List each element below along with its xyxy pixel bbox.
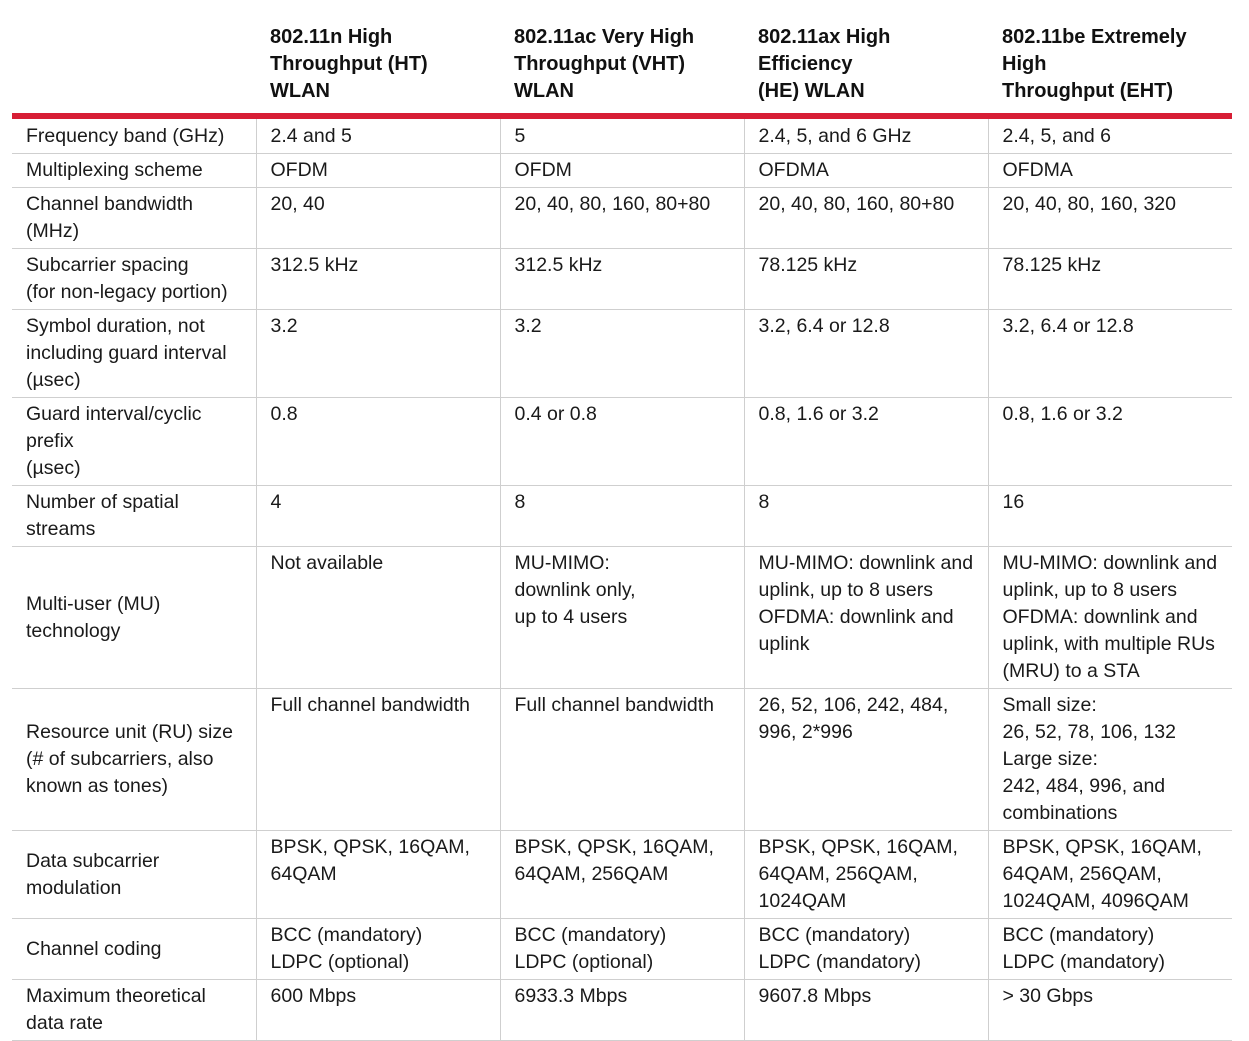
table-cell: MU-MIMO: downlink and uplink, up to 8 users OFDMA: downlink and uplink, with multiple RUs (MRU) to a STA: [988, 547, 1232, 689]
table-cell: 2.4, 5, and 6: [988, 116, 1232, 154]
table-row: [12, 188, 1232, 249]
comparison-table-container: [12, 24, 1232, 1041]
table-row: [12, 398, 1232, 486]
table-cell: 16: [988, 486, 1232, 547]
row-label: Data subcarrier modulation: [12, 831, 256, 919]
table-cell: BCC (mandatory) LDPC (optional): [256, 919, 500, 980]
table-cell: 6933.3 Mbps: [500, 980, 744, 1041]
table-cell: 0.4 or 0.8: [500, 398, 744, 486]
table-cell: 2.4, 5, and 6 GHz: [744, 116, 988, 154]
row-label: Maximum theoretical data rate: [12, 980, 256, 1041]
table-cell: OFDM: [256, 154, 500, 188]
table-cell: 20, 40, 80, 160, 320: [988, 188, 1232, 249]
table-cell: 3.2, 6.4 or 12.8: [744, 310, 988, 398]
table-row: [12, 116, 1232, 154]
table-row: [12, 310, 1232, 398]
row-label: Subcarrier spacing (for non-legacy portion): [12, 249, 256, 310]
header-80211ax: 802.11ax High Efficiency (HE) WLAN: [744, 24, 988, 116]
table-cell: 9607.8 Mbps: [744, 980, 988, 1041]
table-cell: MU-MIMO: downlink and uplink, up to 8 users OFDMA: downlink and uplink: [744, 547, 988, 689]
table-cell: BPSK, QPSK, 16QAM, 64QAM, 256QAM: [500, 831, 744, 919]
header-corner-cell: [12, 24, 256, 116]
table-cell: Small size: 26, 52, 78, 106, 132 Large size: 242, 484, 996, and combinations: [988, 689, 1232, 831]
table-cell: BPSK, QPSK, 16QAM, 64QAM, 256QAM, 1024QAM: [744, 831, 988, 919]
table-cell: Full channel bandwidth: [256, 689, 500, 831]
table-cell: 0.8, 1.6 or 3.2: [744, 398, 988, 486]
wlan-standards-comparison-table: [12, 24, 1232, 1041]
table-row: [12, 154, 1232, 188]
row-label: Multiplexing scheme: [12, 154, 256, 188]
table-cell: 78.125 kHz: [988, 249, 1232, 310]
row-label: Channel bandwidth (MHz): [12, 188, 256, 249]
table-cell: 8: [744, 486, 988, 547]
row-label: Channel coding: [12, 919, 256, 980]
table-cell: 26, 52, 106, 242, 484, 996, 2*996: [744, 689, 988, 831]
table-cell: 2.4 and 5: [256, 116, 500, 154]
header-row: [12, 24, 1232, 116]
header-80211ac: 802.11ac Very High Throughput (VHT) WLAN: [500, 24, 744, 116]
table-cell: 20, 40, 80, 160, 80+80: [500, 188, 744, 249]
row-label: Resource unit (RU) size (# of subcarriers, also known as tones): [12, 689, 256, 831]
row-label: Symbol duration, not including guard interval (µsec): [12, 310, 256, 398]
table-cell: BCC (mandatory) LDPC (mandatory): [744, 919, 988, 980]
table-cell: 3.2, 6.4 or 12.8: [988, 310, 1232, 398]
row-label: Multi-user (MU) technology: [12, 547, 256, 689]
table-cell: 78.125 kHz: [744, 249, 988, 310]
table-cell: 20, 40: [256, 188, 500, 249]
table-cell: 312.5 kHz: [256, 249, 500, 310]
table-row: [12, 919, 1232, 980]
table-cell: BCC (mandatory) LDPC (mandatory): [988, 919, 1232, 980]
table-row: [12, 980, 1232, 1041]
table-cell: OFDMA: [744, 154, 988, 188]
table-cell: 312.5 kHz: [500, 249, 744, 310]
table-cell: 4: [256, 486, 500, 547]
table-cell: 3.2: [256, 310, 500, 398]
table-cell: 8: [500, 486, 744, 547]
table-cell: 0.8, 1.6 or 3.2: [988, 398, 1232, 486]
row-label: Number of spatial streams: [12, 486, 256, 547]
table-row: [12, 486, 1232, 547]
table-cell: OFDMA: [988, 154, 1232, 188]
table-cell: OFDM: [500, 154, 744, 188]
table-cell: 3.2: [500, 310, 744, 398]
table-cell: 20, 40, 80, 160, 80+80: [744, 188, 988, 249]
row-label: Guard interval/cyclic prefix (µsec): [12, 398, 256, 486]
table-row: [12, 689, 1232, 831]
table-cell: Full channel bandwidth: [500, 689, 744, 831]
table-cell: BCC (mandatory) LDPC (optional): [500, 919, 744, 980]
header-80211n: 802.11n High Throughput (HT) WLAN: [256, 24, 500, 116]
table-row: [12, 547, 1232, 689]
row-label: Frequency band (GHz): [12, 116, 256, 154]
table-row: [12, 831, 1232, 919]
table-cell: 5: [500, 116, 744, 154]
table-cell: MU-MIMO: downlink only, up to 4 users: [500, 547, 744, 689]
table-cell: > 30 Gbps: [988, 980, 1232, 1041]
table-cell: BPSK, QPSK, 16QAM, 64QAM, 256QAM, 1024QAM, 4096QAM: [988, 831, 1232, 919]
header-80211be: 802.11be Extremely High Throughput (EHT): [988, 24, 1232, 116]
table-cell: 600 Mbps: [256, 980, 500, 1041]
table-row: [12, 249, 1232, 310]
table-cell: BPSK, QPSK, 16QAM, 64QAM: [256, 831, 500, 919]
table-cell: Not available: [256, 547, 500, 689]
table-cell: 0.8: [256, 398, 500, 486]
